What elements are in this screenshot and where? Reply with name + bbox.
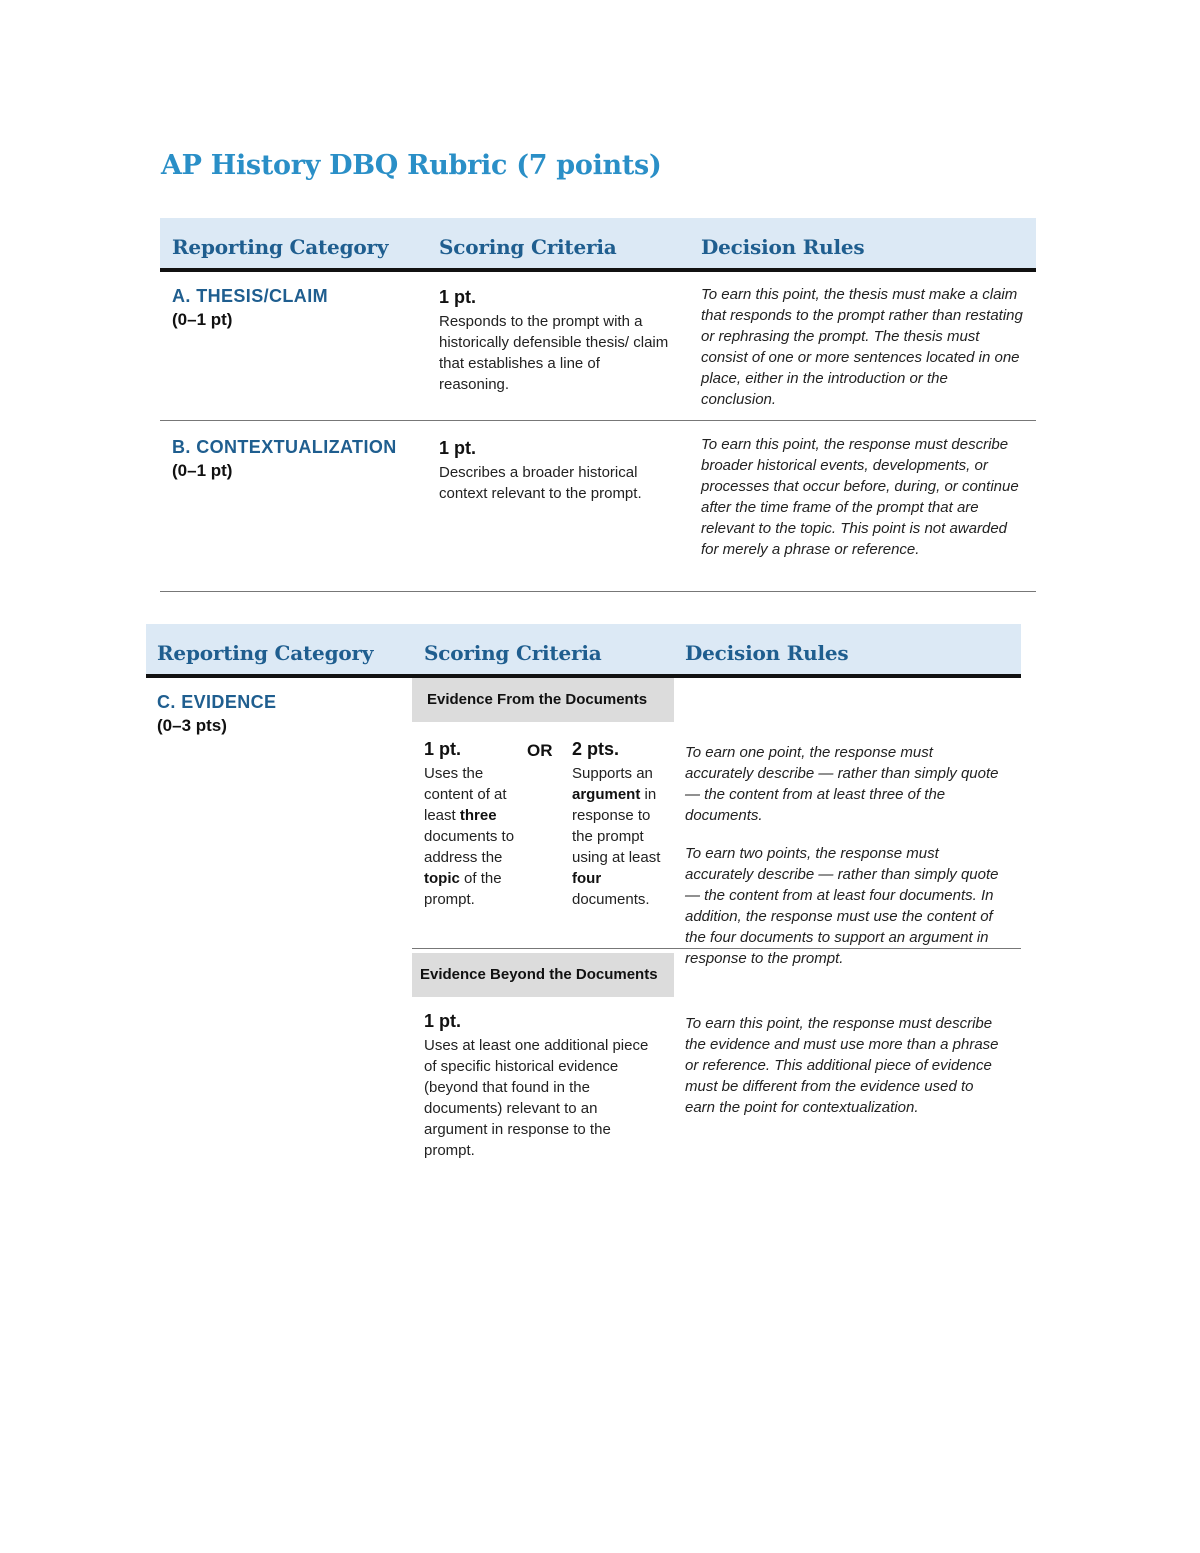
decision-rule-one-point: To earn one point, the response must accurately describe — rather than simply quote — the content from at least three of the documents.	[685, 744, 999, 824]
beyond-criteria	[424, 1011, 664, 1161]
header-reporting-category: Reporting Category	[157, 641, 374, 665]
header-reporting-category: Reporting Category	[172, 235, 389, 259]
option-points: 1 pt.	[424, 739, 462, 759]
option-text: Supports an argument in response to the prompt using at least four documents.	[572, 765, 661, 908]
criteria-points: 1 pt.	[439, 438, 477, 458]
rubric-table-2	[146, 624, 1021, 1178]
option-one-point	[424, 739, 524, 910]
decision-rules-text: To earn this point, the response must describe broader historical events, developments, or processes that occur before, during, or continue after the time frame of the prompt that are relevant to the topic. This point is not awarded for merely a phrase or reference.	[701, 436, 1019, 558]
header-scoring-criteria: Scoring Criteria	[439, 235, 617, 259]
option-text: Uses the content of at least three documents to address the topic of the prompt.	[424, 765, 515, 908]
header-scoring-criteria: Scoring Criteria	[424, 641, 602, 665]
scoring-criteria	[439, 287, 671, 395]
category-name: B. CONTEXTUALIZATION	[172, 437, 397, 457]
beyond-decision-rule: To earn this point, the response must describe the evidence and must use more than a phrase or reference. This additional piece of evidence must be different from the evidence used to earn the point for contextualization.	[685, 1015, 999, 1116]
criteria-text: Describes a broader historical context relevant to the prompt.	[439, 464, 642, 502]
header-decision-rules: Decision Rules	[685, 641, 849, 665]
category-points-range: (0–3 pts)	[157, 716, 227, 735]
rubric-table-1	[160, 218, 1036, 592]
category-points-range: (0–1 pt)	[172, 310, 233, 329]
category-name: A. THESIS/CLAIM	[172, 286, 329, 306]
table-row-contextualization	[160, 421, 1036, 592]
category-points-range: (0–1 pt)	[172, 461, 233, 480]
table-row-evidence	[146, 678, 1021, 1178]
beyond-points: 1 pt.	[424, 1011, 462, 1031]
table-header	[146, 624, 1021, 678]
table-row-thesis	[160, 272, 1036, 421]
header-decision-rules: Decision Rules	[701, 235, 865, 259]
scoring-criteria	[439, 438, 679, 504]
option-two-points	[572, 739, 670, 910]
category-name: C. EVIDENCE	[157, 692, 277, 712]
evidence-beyond-label: Evidence Beyond the Documents	[412, 953, 674, 997]
decision-rule-two-points: To earn two points, the response must accurately describe — rather than simply quote — the content from at least four documents. In addition, the response must use the content of the four documents to support an argument in response to the prompt.	[685, 845, 999, 967]
section-divider	[412, 948, 1021, 949]
beyond-text: Uses at least one additional piece of specific historical evidence (beyond that found in the documents) relevant to an argument in response to the prompt.	[424, 1037, 649, 1159]
or-label: OR	[527, 741, 553, 760]
evidence-documents-label: Evidence From the Documents	[412, 678, 674, 722]
decision-rules-text: To earn this point, the thesis must make a claim that responds to the prompt rather than restating or rephrasing the prompt. The thesis must consist of one or more sentences located in one place, either in the introduction or the conclusion.	[701, 286, 1023, 408]
criteria-text: Responds to the prompt with a historically defensible thesis/ claim that establishes a line of reasoning.	[439, 313, 669, 393]
criteria-points: 1 pt.	[439, 287, 477, 307]
page-title: AP History DBQ Rubric (7 points)	[161, 150, 662, 181]
table-header	[160, 218, 1036, 272]
option-points: 2 pts.	[572, 739, 620, 759]
